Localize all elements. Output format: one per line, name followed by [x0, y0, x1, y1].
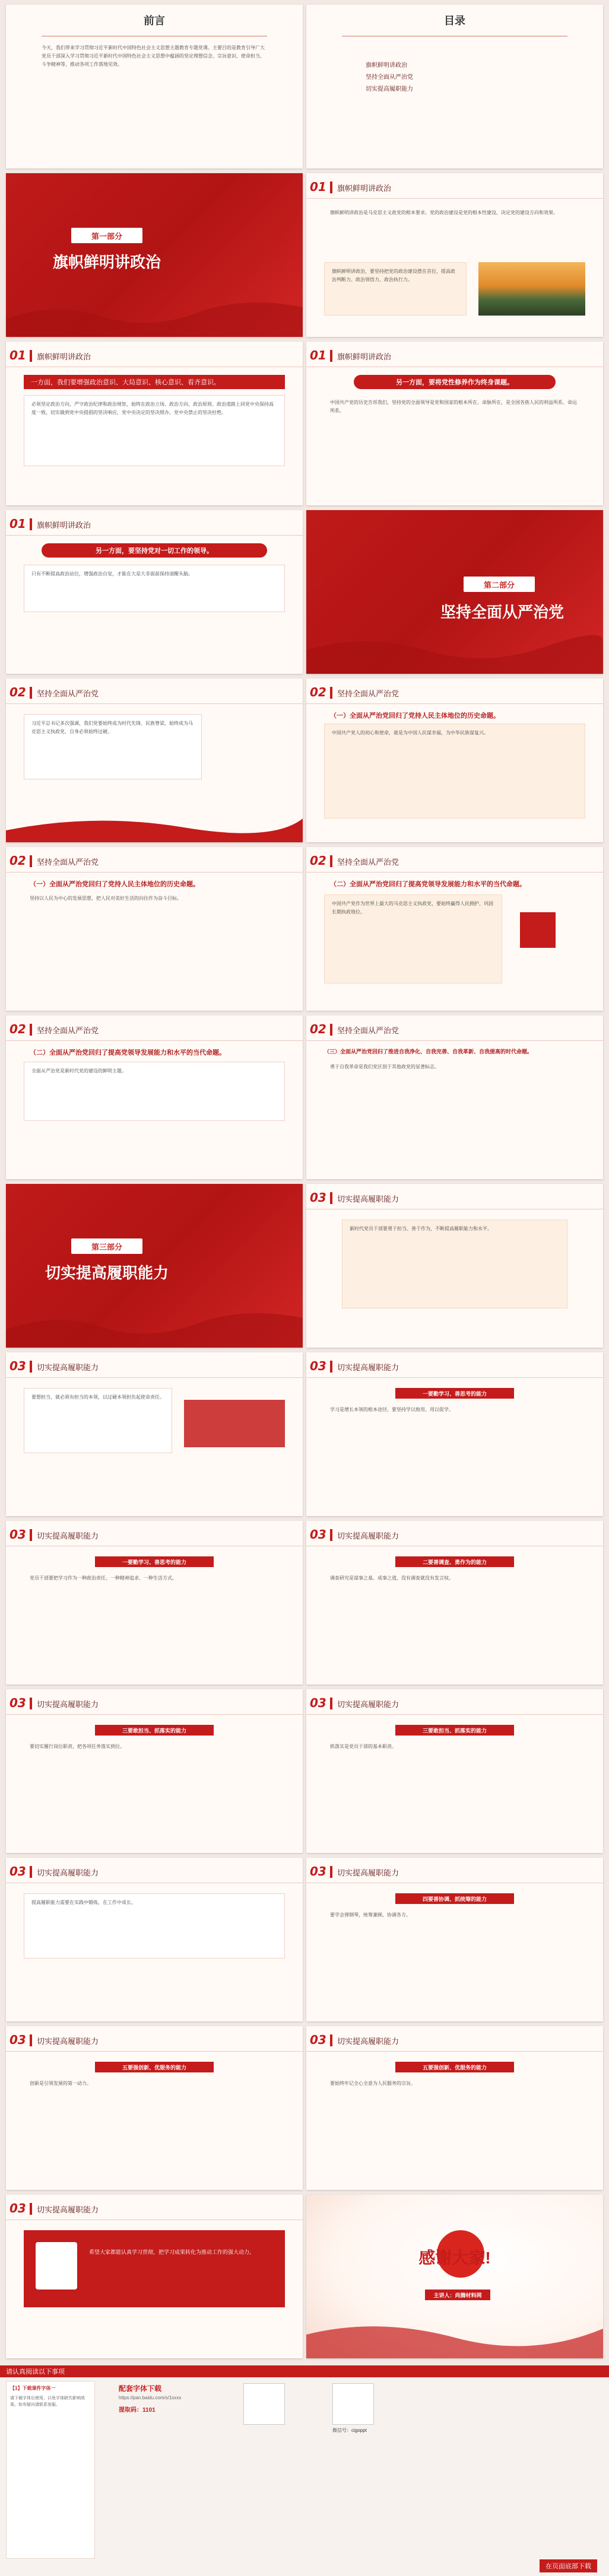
section-title: 旗帜鲜明讲政治: [337, 183, 392, 193]
font-download-title: 配套字体下载: [119, 2384, 162, 2393]
slide-header: [306, 178, 391, 197]
body-text: 勇于自我革命是我们党区别于其他政党的显著标志。: [330, 1064, 439, 1069]
slide-27[interactable]: 03 切实提高履职能力 希望大家都能认真学习贯彻，把学习成果转化为推动工作的强大动力。: [6, 2195, 303, 2358]
section-number: 01: [310, 180, 326, 194]
slide-17[interactable]: 03 切实提高履职能力 要想担当，就必须有担当的本领，以过硬本领担负起使命责任。: [6, 1352, 303, 1516]
divider: [342, 36, 567, 37]
toc-item-3[interactable]: 切实提高履职能力: [366, 86, 413, 93]
slide-22[interactable]: 03 切实提高履职能力 三要敢担当、抓落实的能力 抓落实是党员干部的基本职责。: [306, 1689, 603, 1853]
slide-part3[interactable]: 第三部分 切实提高履职能力: [6, 1184, 303, 1348]
slide-thanks[interactable]: [306, 2195, 603, 2358]
body-box: 旗帜鲜明讲政治，要坚持把党的政治建设摆在首位，提高政治判断力、政治领悟力、政治执行力。: [324, 262, 467, 316]
preface-body: 今天，我们带来学习贯彻习近平新时代中国特色社会主义思想主题教育专题党课。主要目的是教育引导广大党员干部深入学习贯彻习近平新时代中国特色社会主义思想中蕴涵的坚定理想信念、宗旨意识、使命担当、斗争精神等，推动各项工作落地见效。: [42, 45, 265, 67]
extract-code: 提取码：1101: [119, 2407, 156, 2413]
body-box: 习近平总书记多次强调，我们党要始终成为时代先锋、民族脊梁，始终成为马克思主义执政党，自身必须始终过硬。: [24, 714, 202, 779]
part-title: 旗帜鲜明讲政治: [52, 253, 161, 271]
body-box: 只有不断提高政治站位，增强政治自觉，才能在大是大非面前保持清醒头脑。: [24, 565, 285, 612]
slide-10[interactable]: 02 坚持全面从严治党 （一）全面从严治党回归了党持人民主体地位的历史命题。 中国共产党人的初心和使命，就是为中国人民谋幸福，为中华民族谋复兴。: [306, 679, 603, 842]
slide-4[interactable]: [306, 173, 603, 337]
slide-11[interactable]: 02 坚持全面从严治党 （一）全面从严治党回归了党持人民主体地位的历史命题。 坚持以人民为中心的发展思想，把人民对美好生活的向往作为奋斗目标。: [6, 847, 303, 1011]
wave-decoration: [6, 289, 303, 337]
city-image: [184, 1400, 285, 1447]
download-link[interactable]: https://pan.baidu.com/s/1xxxx: [119, 2395, 182, 2400]
preface-title: 前言: [144, 15, 165, 27]
slide-23[interactable]: 03 切实提高履职能力 提高履职能力需要在实践中锻炼，在工作中成长。: [6, 1858, 303, 2021]
body-box: 中国共产党人的初心和使命，就是为中国人民谋幸福，为中华民族谋复兴。: [324, 724, 585, 819]
qr-code-wechat: [332, 2383, 374, 2425]
slide-preface[interactable]: [6, 5, 303, 168]
body-text: 旗帜鲜明讲政治是马克思主义政党的根本要求。党的政治建设是党的根本性建设，决定党的建设方向和效果。: [330, 210, 558, 215]
slide-header: 01 旗帜鲜明讲政治: [9, 348, 91, 362]
subheading: （一）全面从严治党回归了党持人民主体地位的历史命题。: [330, 712, 500, 719]
slide-19[interactable]: 03 切实提高履职能力 一要勤学习、善思考的能力 党员干部要把学习作为一种政治责任、一种精神追求、一种生活方式。: [6, 1521, 303, 1685]
banner: 一方面，我们要增强政治意识、大局意识、核心意识、看齐意识。: [24, 375, 285, 389]
download-footer-button[interactable]: 在页面底部下载: [540, 2559, 597, 2572]
body-box: 全面从严治党是新时代党的建设的鲜明主题。: [24, 1062, 285, 1121]
body-text: 中国共产党的历史告诉我们，坚持党的全面领导是党和国家的根本所在、命脉所在，是全国各族人民的利益所系、命运所系。: [330, 400, 577, 413]
body-box: 要想担当，就必须有担当的本领，以过硬本领担负起使命责任。: [24, 1388, 172, 1453]
wechat-id: 微信号：cigoppt: [332, 2428, 367, 2433]
slide-9[interactable]: 02 坚持全面从严治党 习近平总书记多次强调，我们党要始终成为时代先锋、民族脊梁，始终成为马克思主义执政党，自身必须始终过硬。: [6, 679, 303, 842]
ribbon-heading: 一要勤学习、善思考的能力: [395, 1388, 514, 1399]
body-box: 必须坚定政治方向，严守政治纪律和政治规矩，始终在政治立场、政治方向、政治原则、政治道路上同党中央保持高度一致，切实做到党中央提倡的坚决响应，党中央决定的坚决照办，党中央禁止的坚决杜绝。: [24, 395, 285, 466]
qr-code: [243, 2383, 285, 2425]
speaker-label: 主讲人：尚腾材料网: [425, 2290, 490, 2300]
slide-12[interactable]: 02 坚持全面从严治党 （二）全面从严治党回归了提高党领导发展能力和水平的当代命题。 中国共产党作为世界上最大的马克思主义执政党，要始终赢得人民拥护、巩固长期执政地位。: [306, 847, 603, 1011]
slide-21[interactable]: 03 切实提高履职能力 三要敢担当、抓落实的能力 要切实履行岗位职责，把各项任务落实到位。: [6, 1689, 303, 1853]
banner: 另一方面，要坚持党对一切工作的领导。: [42, 543, 267, 558]
slide-part2[interactable]: [306, 510, 603, 674]
checklist-icon: [36, 2242, 77, 2290]
slide-20[interactable]: 03 切实提高履职能力 二要善调查、勇作为的能力 调查研究是谋事之基、成事之道，没有调查就没有发言权。: [306, 1521, 603, 1685]
divider: [42, 36, 267, 37]
body-text: 学习是增长本领的根本途径，要坚持学以致用、用以促学。: [330, 1407, 453, 1412]
part-title: 坚持全面从严治党: [440, 603, 564, 621]
landscape-image: [478, 262, 585, 316]
slide-14[interactable]: 02 坚持全面从严治党 （三）全面从严治党回归了推进自我净化、自我完善、自我革新、自我提高的时代命题。 勇于自我革命是我们党区别于其他政党的显著标志。: [306, 1015, 603, 1179]
slide-16[interactable]: 03 切实提高履职能力 新时代党员干部要勇于担当、善于作为，不断提高履职能力和水平。: [306, 1184, 603, 1348]
slide-7[interactable]: 01 旗帜鲜明讲政治 另一方面，要坚持党对一切工作的领导。 只有不断提高政治站位，增强政治自觉，才能在大是大非面前保持清醒头脑。: [6, 510, 303, 674]
toc-item-2[interactable]: 坚持全面从严治党: [366, 74, 413, 81]
slide-25[interactable]: 03 切实提高履职能力 五要强创新、优服务的能力 创新是引领发展的第一动力。: [6, 2026, 303, 2190]
body-box: 中国共产党作为世界上最大的马克思主义执政党，要始终赢得人民拥护、巩固长期执政地位。: [324, 894, 502, 983]
slide-13[interactable]: 02 坚持全面从严治党 （二）全面从严治党回归了提高党领导发展能力和水平的当代命题。 全面从严治党是新时代党的建设的鲜明主题。: [6, 1015, 303, 1179]
slide-6[interactable]: 01 旗帜鲜明讲政治 另一方面，要将党性修养作为终身课题。 中国共产党的历史告诉我们，坚持党的全面领导是党和国家的根本所在、命脉所在，是全国各族人民的利益所系、命运所系。: [306, 342, 603, 505]
slide-26[interactable]: 03 切实提高履职能力 五要强创新、优服务的能力 要始终牢记全心全意为人民服务的宗旨。: [306, 2026, 603, 2190]
building-icon: [520, 912, 556, 948]
notice-left-panel: 【1】下载课件字体一 请下载字体后使用，以免字体缺失影响效果。如有疑问请联系客服。: [6, 2381, 95, 2559]
slide-18[interactable]: 03 切实提高履职能力 一要勤学习、善思考的能力 学习是增长本领的根本途径，要坚持学以致用、用以促学。: [306, 1352, 603, 1516]
toc-item-1[interactable]: 旗帜鲜明讲政治: [366, 62, 407, 69]
part-badge: 第一部分: [71, 228, 142, 243]
notice-section: [0, 2365, 609, 2576]
body-text: 坚持以人民为中心的发展思想，把人民对美好生活的向往作为奋斗目标。: [30, 896, 182, 901]
slide-part1[interactable]: [6, 173, 303, 337]
notice-strip: 请认真阅读以下事项: [0, 2365, 609, 2377]
banner: 另一方面，要将党性修养作为终身课题。: [354, 375, 556, 389]
slide-24[interactable]: 03 切实提高履职能力 四要善协调、抓统筹的能力 要学会弹钢琴，统筹兼顾、协调各方。: [306, 1858, 603, 2021]
thanks-title: 感谢大家!: [418, 2249, 491, 2267]
part-badge: 第二部分: [464, 577, 535, 592]
slide-toc[interactable]: [306, 5, 603, 168]
toc-title: 目录: [444, 15, 465, 27]
slide-5[interactable]: [6, 342, 303, 505]
body-box: 新时代党员干部要勇于担当、善于作为，不断提高履职能力和水平。: [342, 1219, 567, 1308]
